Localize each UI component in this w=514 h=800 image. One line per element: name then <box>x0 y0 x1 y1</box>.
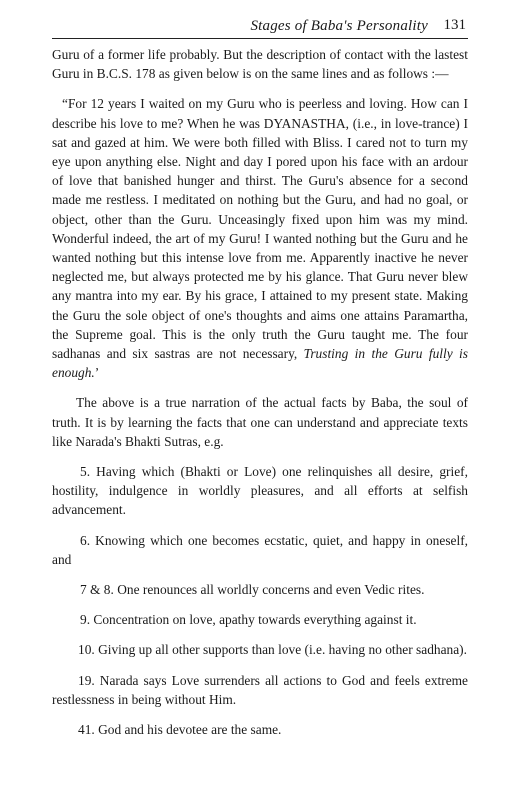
sutra-19: 19. Narada says Love surrenders all actions to God and feels extreme restlessness in being without Him. <box>52 672 468 707</box>
quote-italic-text: Trusting in the Guru fully is enough. <box>52 346 468 381</box>
page-number: 131 <box>443 17 466 33</box>
running-header <box>52 16 468 39</box>
sutra-7-8: 7 & 8. One renounces all worldly concerns and even Vedic rites. <box>80 582 425 598</box>
sutra-41: 41. God and his devotee are the same. <box>78 722 282 738</box>
sutra-5: 5. Having which (Bhakti or Love) one relinquishes all desire, grief, hostility, indulgence in worldly pleasures, and all efforts at selfish advancement. <box>52 464 468 518</box>
header-title: Stages of Baba's Personality <box>250 18 428 34</box>
quote-text: “For 12 years I waited on my Guru who is peerless and loving. How can I describe his love to me? When he was DYANASTHA, (i.e., in love-trance) I sat and gazed at him. We were both filled with Bliss. I cared not to turn my eye upon anything else. Night and day I pored upon his face with an ardour of love that banished hunger and thirst. The Guru's absence for a second made me restless. I meditated on nothing but the Guru, and had no goal, or object, other than the Guru. Unceasingly fixed upon him was my mind. Wonderful indeed, the art of my Guru! I wanted nothing but the Guru and he wanted nothing but this intense love from me. Apparently inactive he never neglected me, but always protected me by his glance. That Guru never blew any mantra into my ear. By his grace, I attained to my present state. Making the Guru the sole object of one's thoughts and aims one attains Paramartha, the Supreme goal. This is the only truth the Guru taught me. The four sadhanas and six sastras are not necessary, <box>52 96 468 362</box>
sutra-10: 10. Giving up all other supports than love (i.e. having no other sadhana). <box>78 642 467 658</box>
guru-quote-paragraph <box>52 94 468 382</box>
quote-closing-mark: ’ <box>94 365 100 381</box>
sutra-6: 6. Knowing which one becomes ecstatic, quiet, and happy in oneself, and <box>52 532 468 567</box>
sutra-9: 9. Concentration on love, apathy towards everything against it. <box>80 612 417 628</box>
page-body <box>52 45 468 750</box>
narration-paragraph: The above is a true narration of the actual facts by Baba, the soul of truth. It is by learning the facts that one can understand and appreciate texts like Narada's Bhakti Sutras, e.g. <box>52 395 468 449</box>
intro-paragraph: Guru of a former life probably. But the description of contact with the lastest Guru in B.C.S. 178 as given below is on the same lines and as follows :— <box>52 47 468 82</box>
